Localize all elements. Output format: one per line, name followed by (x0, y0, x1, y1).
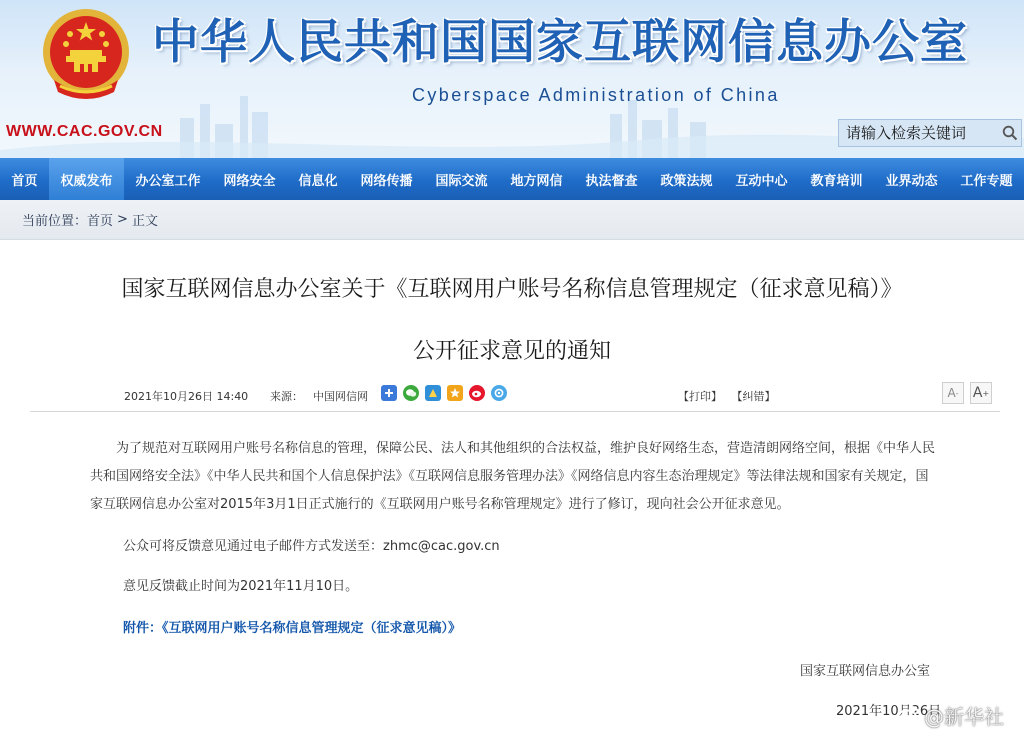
nav-item-cyber-security[interactable]: 网络安全 (223, 173, 276, 189)
attachment-link[interactable]: 附件：《互联网用户账号名称信息管理规定（征求意见稿）》 (123, 621, 462, 636)
article-sign-date: 2021年10月26日 (836, 704, 942, 719)
search-input[interactable] (839, 120, 995, 146)
nav-item-policy[interactable]: 政策法规 (660, 173, 713, 189)
nav-item-enforcement[interactable]: 执法督查 (585, 173, 638, 189)
font-increase-mark: + (982, 388, 990, 398)
nav-item-education[interactable]: 教育培训 (810, 173, 863, 189)
nav-item-international[interactable]: 国际交流 (435, 173, 488, 189)
article-title: 国家互联网信息办公室关于《互联网用户账号名称信息管理规定（征求意见稿）》 (121, 277, 903, 302)
main-navigation (0, 158, 1024, 200)
font-size-controls (942, 382, 992, 404)
watermark-text: @新华社 (924, 704, 1004, 729)
search-button[interactable] (997, 120, 1023, 146)
article-deadline-line: 意见反馈截止时间为2021年11月10日。 (123, 579, 359, 594)
nav-item-informatization[interactable]: 信息化 (298, 173, 338, 189)
nav-item-office-work[interactable]: 办公室工作 (135, 173, 201, 189)
xinhua-watermark (896, 698, 1004, 732)
search-box (838, 119, 1022, 147)
breadcrumb-current: 正文 (131, 214, 158, 229)
font-decrease-button[interactable] (942, 382, 964, 404)
breadcrumb-prefix: 当前位置： (22, 214, 88, 229)
article-paragraph: 为了规范对互联网用户账号名称信息的管理，保障公民、法人和其他组织的合法权益，维护良好网络生态，营造清朗网络空间，根据《中华人民共和国网络安全法》《中华人民共和国个人信息保护法》《互联网信息服务管理办法》《网络信息内容生态治理规定》等法律法规和国家有关规定，国家互联网信息办公室对2015年3月1日正式施行的《互联网用户账号名称管理规定》进行了修订，现向社会公开征求意见。 (90, 441, 936, 512)
print-button[interactable]: 【打印】 (678, 390, 722, 403)
qzone-icon[interactable] (425, 385, 441, 401)
source-label: 来源： (270, 390, 303, 403)
site-subtitle: Cyberspace Administration of China (412, 85, 780, 105)
article-date: 2021年10月26日 14:40 (124, 390, 249, 403)
nav-item-authoritative-release[interactable]: 权威发布 (49, 158, 124, 200)
breadcrumb (0, 200, 1024, 240)
font-increase-button[interactable] (970, 382, 992, 404)
weibo-watermark-icon (896, 705, 920, 725)
print-links (678, 388, 782, 404)
share-icons (381, 385, 507, 401)
nav-item-topics[interactable]: 工作专题 (960, 173, 1013, 189)
weibo-icon[interactable] (469, 385, 485, 401)
qq-icon[interactable] (491, 385, 507, 401)
article-email-line: 公众可将反馈意见通过电子邮件方式发送至：zhmc@cac.gov.cn (123, 539, 500, 554)
nav-item-industry[interactable]: 业界动态 (885, 173, 938, 189)
correct-button[interactable]: 【纠错】 (731, 390, 776, 403)
national-emblem-icon (40, 6, 132, 102)
article-signature: 国家互联网信息办公室 (800, 664, 931, 679)
nav-item-network-communication[interactable]: 网络传播 (360, 173, 413, 189)
font-decrease-mark: - (955, 388, 959, 398)
nav-item-interaction[interactable]: 互动中心 (735, 173, 788, 189)
nav-item-local[interactable]: 地方网信 (510, 173, 563, 189)
source-name: 中国网信网 (313, 390, 368, 403)
wechat-icon[interactable] (403, 385, 419, 401)
breadcrumb-separator: > (117, 212, 128, 227)
star-icon[interactable] (447, 385, 463, 401)
font-decrease-letter: A (947, 386, 956, 400)
font-increase-letter: A (972, 385, 983, 401)
article-subtitle: 公开征求意见的通知 (412, 339, 611, 364)
article-meta (30, 380, 1000, 412)
article-source (270, 388, 368, 404)
nav-item-home[interactable]: 首页 (11, 173, 38, 189)
site-title: 中华人民共和国国家互联网信息办公室 (152, 15, 968, 70)
search-icon (1002, 125, 1018, 141)
breadcrumb-home-link[interactable]: 首页 (87, 214, 114, 229)
site-header (0, 0, 1024, 158)
share-plus-icon[interactable] (381, 385, 397, 401)
site-url[interactable]: WWW.CAC.GOV.CN (6, 123, 163, 140)
